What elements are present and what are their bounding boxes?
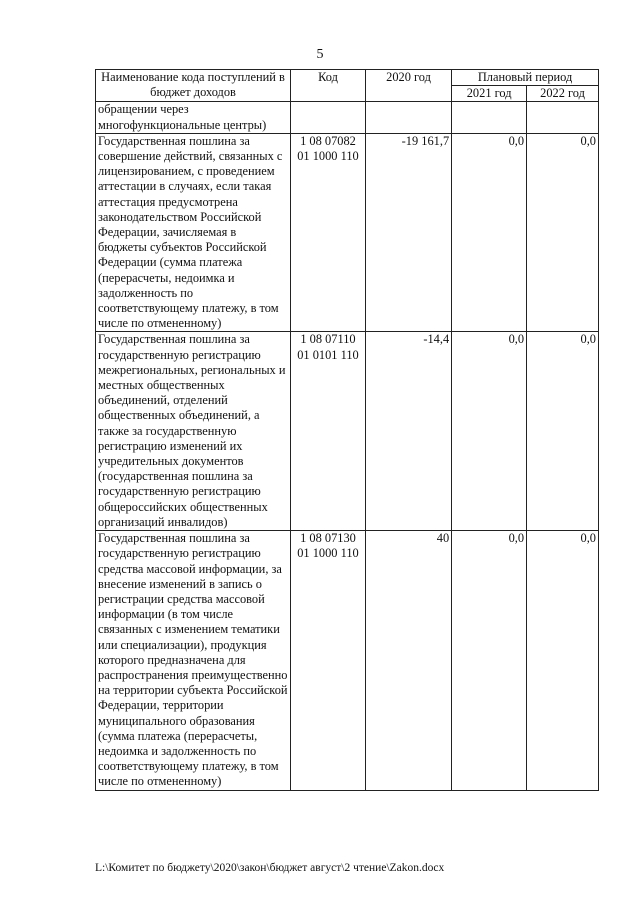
row-2022: 0,0 bbox=[527, 133, 599, 332]
row-name: обращении через многофункциональные центры) bbox=[96, 102, 291, 133]
row-2020: -14,4 bbox=[365, 332, 451, 531]
page-number: 5 bbox=[316, 47, 324, 62]
footer-file-path: L:\Комитет по бюджету\2020\закон\бюджет август\2 чтение\Zakon.docx bbox=[95, 862, 445, 874]
row-2022: 0,0 bbox=[527, 332, 599, 531]
table-row bbox=[96, 332, 599, 531]
row-2021 bbox=[452, 102, 527, 133]
row-code: 1 08 07082 01 1000 110 bbox=[291, 133, 366, 332]
header-2022: 2022 год bbox=[527, 86, 599, 102]
row-name: Государственная пошлина за совершение действий, связанных с лицензированием, с проведением аттестации в случаях, если такая аттестация предусмотрена законодательством Российской Федерации, зачисляемая в бюджеты субъектов Российской Федерации (сумма платежа (перерасчеты, недоимка и задолженность по соответствующему платежу, в том числе по отмененному) bbox=[96, 133, 291, 332]
header-name: Наименование кода поступлений в бюджет доходов bbox=[96, 70, 291, 102]
row-2021: 0,0 bbox=[452, 332, 527, 531]
row-2022: 0,0 bbox=[527, 531, 599, 790]
row-2020 bbox=[365, 102, 451, 133]
table-row bbox=[96, 531, 599, 790]
table-row bbox=[96, 133, 599, 332]
row-2021: 0,0 bbox=[452, 531, 527, 790]
row-2021: 0,0 bbox=[452, 133, 527, 332]
row-name: Государственная пошлина за государственную регистрацию средства массовой информации, за внесение изменений в запись о регистрации средства массовой информации (в том числе связанных с изменением тематики или специализации), продукция которого предназначена для распространения преимущественно на территории субъекта Российской Федерации, территории муниципального образования (сумма платежа (перерасчеты, недоимка и задолженность по соответствующему платежу, в том числе по отмененному) bbox=[96, 531, 291, 790]
table-row bbox=[96, 102, 599, 133]
row-2020: 40 bbox=[365, 531, 451, 790]
row-name: Государственная пошлина за государственную регистрацию межрегиональных, региональных и местных общественных объединений, отделений общественных объединений, а также за государственную регистрацию изменений их учредительных документов (государственная пошлина за государственную регистрацию общероссийских общественных организаций инвалидов) bbox=[96, 332, 291, 531]
row-code bbox=[291, 102, 366, 133]
header-code: Код bbox=[291, 70, 366, 102]
row-code: 1 08 07110 01 0101 110 bbox=[291, 332, 366, 531]
row-2022 bbox=[527, 102, 599, 133]
header-2020: 2020 год bbox=[365, 70, 451, 102]
budget-revenue-table bbox=[95, 69, 599, 791]
row-2020: -19 161,7 bbox=[365, 133, 451, 332]
header-2021: 2021 год bbox=[452, 86, 527, 102]
table-header-row bbox=[96, 70, 599, 86]
header-planned-period: Плановый период bbox=[452, 70, 599, 86]
row-code: 1 08 07130 01 1000 110 bbox=[291, 531, 366, 790]
